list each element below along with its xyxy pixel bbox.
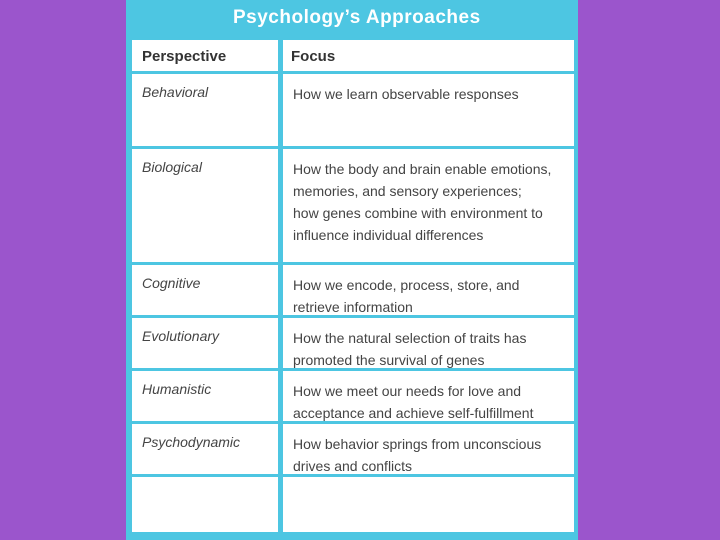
focus-cell: How we meet our needs for love and acceptance and achieve self-fulfillment bbox=[293, 383, 534, 421]
focus-cell-wrap bbox=[283, 265, 574, 315]
perspective-cell: Psychodynamic bbox=[142, 434, 241, 450]
focus-cell: How the body and brain enable emotions, memories, and sensory experiences; how genes combine with environment to influence individual differences bbox=[293, 161, 552, 243]
table-row bbox=[132, 371, 278, 421]
table-row bbox=[132, 424, 278, 474]
perspective-cell: Behavioral bbox=[142, 84, 209, 100]
focus-cell-wrap bbox=[283, 318, 574, 368]
panel-title: Psychology’s Approaches bbox=[233, 7, 481, 28]
table-row bbox=[132, 265, 278, 315]
focus-cell: How we encode, process, store, and retrieve information bbox=[293, 277, 520, 315]
focus-cell: How behavior springs from unconscious drives and conflicts bbox=[293, 436, 542, 474]
focus-cell-wrap bbox=[283, 149, 574, 262]
table-row bbox=[132, 477, 278, 532]
focus-cell: How the natural selection of traits has promoted the survival of genes bbox=[293, 330, 527, 368]
focus-cell-wrap bbox=[283, 424, 574, 474]
focus-cell-wrap bbox=[283, 371, 574, 421]
table-row bbox=[132, 318, 278, 368]
focus-cell-wrap bbox=[283, 74, 574, 146]
header-cell-perspective bbox=[132, 40, 278, 71]
focus-cell-wrap bbox=[283, 477, 574, 532]
header-perspective: Perspective bbox=[142, 48, 227, 65]
perspective-cell: Evolutionary bbox=[142, 328, 220, 344]
perspective-cell: Humanistic bbox=[142, 381, 212, 397]
header-cell-focus bbox=[283, 40, 574, 71]
header-focus: Focus bbox=[291, 48, 336, 65]
perspective-cell: Biological bbox=[142, 159, 202, 175]
perspective-cell: Cognitive bbox=[142, 275, 201, 291]
approaches-table bbox=[132, 40, 574, 532]
focus-cell: How we learn observable responses bbox=[293, 86, 519, 102]
table-row bbox=[132, 74, 278, 146]
table-row bbox=[132, 149, 278, 262]
